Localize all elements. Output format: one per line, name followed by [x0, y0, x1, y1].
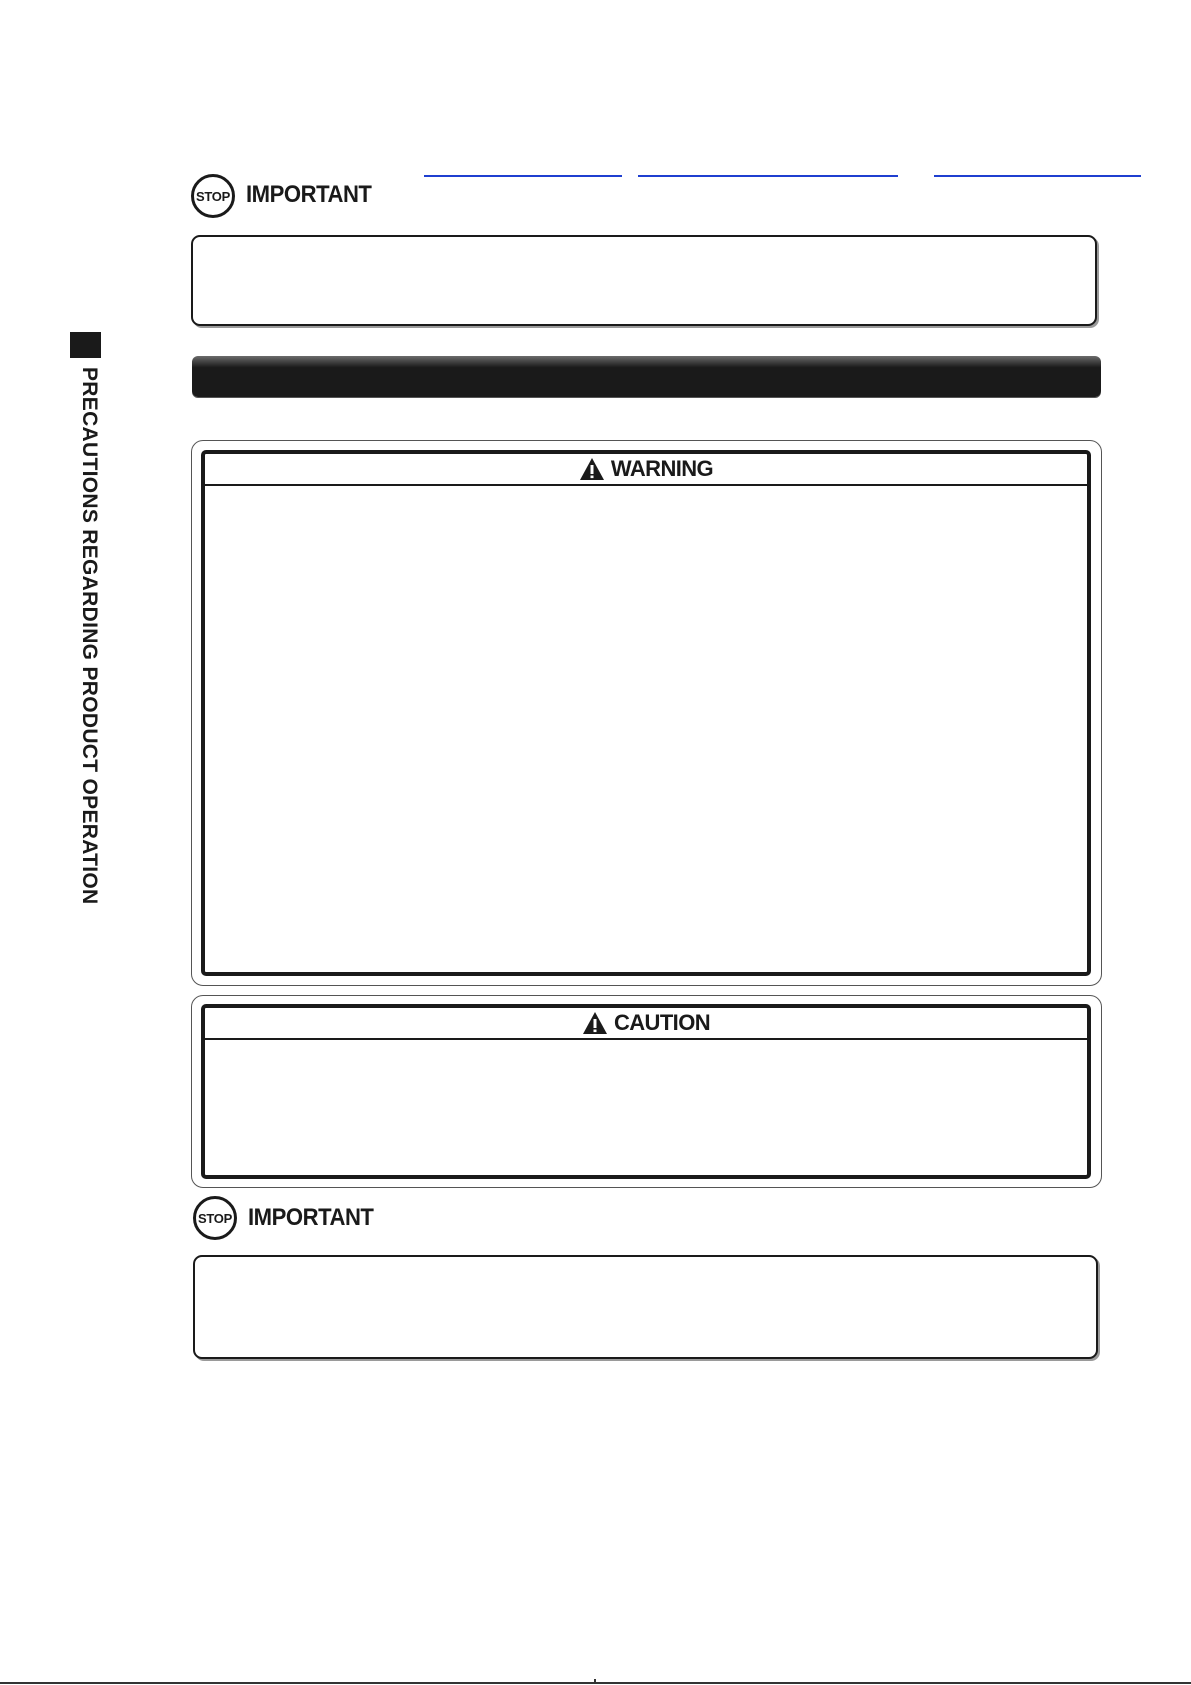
important-heading: IMPORTANT — [248, 1204, 374, 1231]
section-header-bar — [192, 356, 1101, 397]
warning-panel — [191, 440, 1102, 986]
important-heading: IMPORTANT — [246, 181, 372, 208]
link-underline-2[interactable] — [638, 175, 898, 177]
stop-icon — [191, 174, 235, 218]
warning-title: WARNING — [610, 456, 714, 481]
caution-triangle-icon — [582, 1011, 608, 1035]
warning-triangle-icon — [579, 457, 605, 481]
page-bottom-tick — [594, 1679, 596, 1684]
stop-badge-label: STOP — [196, 188, 230, 204]
caution-panel — [191, 995, 1102, 1188]
important-note-box — [193, 1255, 1098, 1359]
caution-header — [205, 1008, 1087, 1040]
side-tab-marker — [70, 332, 101, 358]
link-underline-1[interactable] — [424, 175, 622, 177]
warning-header — [205, 454, 1087, 486]
caution-panel-inner — [201, 1004, 1091, 1179]
link-underline-3[interactable] — [934, 175, 1141, 177]
stop-badge-label: STOP — [198, 1210, 232, 1226]
side-tab-label: PRECAUTIONS REGARDING PRODUCT OPERATION — [78, 367, 101, 905]
caution-title: CAUTION — [613, 1010, 710, 1035]
stop-icon — [193, 1196, 237, 1240]
important-note-box — [191, 235, 1097, 326]
warning-panel-inner — [201, 450, 1091, 976]
